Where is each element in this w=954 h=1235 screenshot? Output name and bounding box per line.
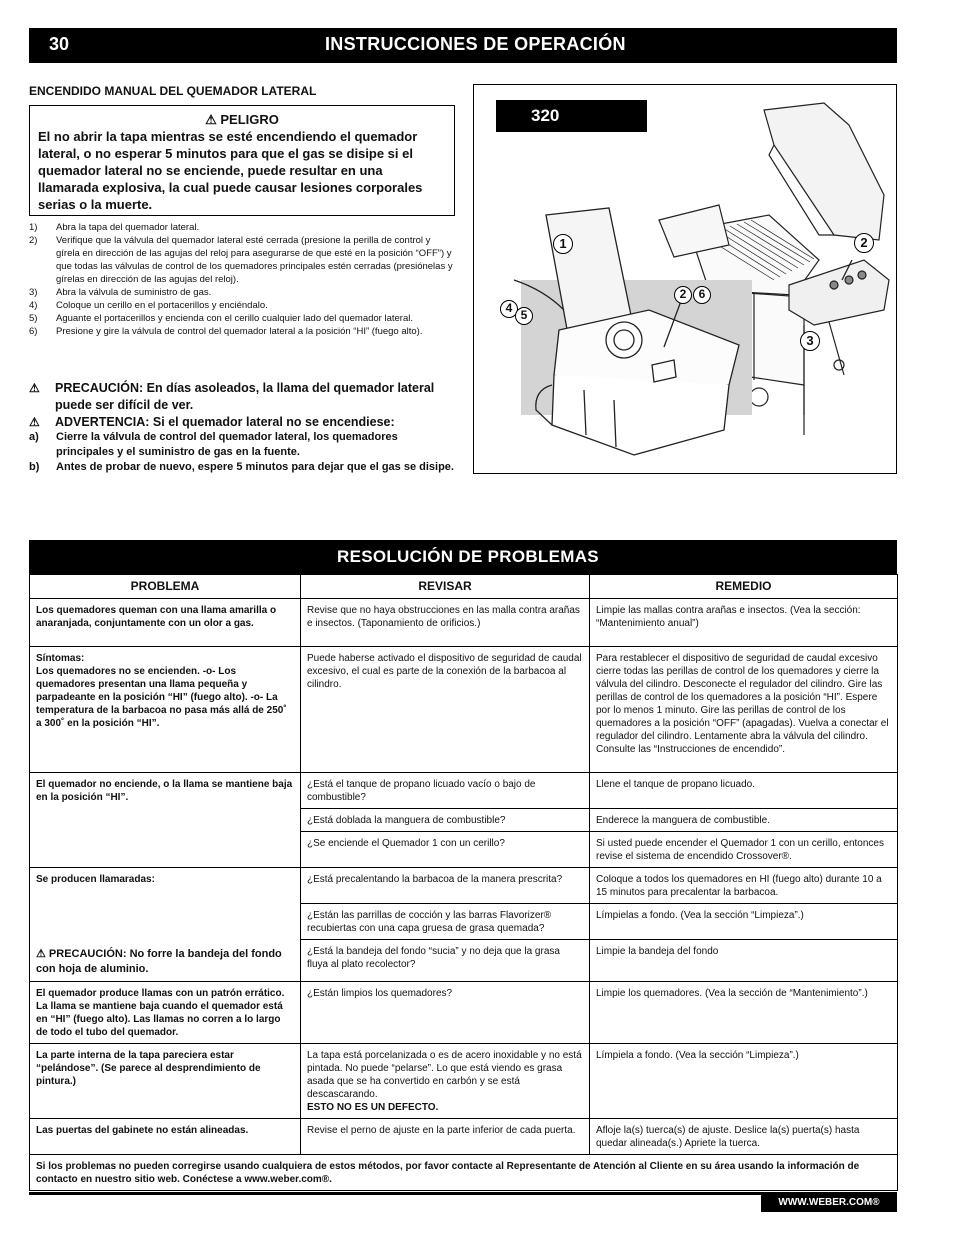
problem-cell: La parte interna de la tapa pareciera estar “pelándose”. (Se parece al desprendimiento de pintura.) — [30, 1044, 301, 1119]
step-item: 4) Coloque un cerillo en el portacerillos y enciéndalo. — [29, 300, 268, 311]
lighting-steps — [29, 221, 455, 338]
remedy-cell: Llene el tanque de propano licuado. — [590, 773, 898, 809]
table-row — [30, 868, 898, 904]
callout-5: 5 — [515, 307, 533, 325]
callout-2: 2 — [854, 233, 874, 253]
troubleshooting-title: RESOLUCIÓN DE PROBLEMAS — [337, 547, 599, 566]
table-header-row — [30, 575, 898, 599]
model-badge: 320 — [496, 100, 647, 132]
grill-illustration — [473, 84, 897, 474]
problem-cell: Se producen llamaradas: ⚠ PRECAUCIÓN: No forre la bandeja del fondo con hoja de aluminio. — [30, 868, 301, 982]
warning-note: ⚠ ADVERTENCIA: Si el quemador lateral no se encendiese: — [29, 415, 395, 429]
danger-text: El no abrir la tapa mientras se esté encendiendo el quemador lateral, o no esperar 5 minutos para que el gas se disipe si el quemador lateral no se enciende, puede resultar en una llamarada explosiva, la cual puede causar lesiones corporales serias o la muerte. — [38, 129, 423, 212]
remedy-cell: Enderece la manguera de combustible. — [590, 809, 898, 832]
remedy-cell: Para restablecer el dispositivo de seguridad de caudal excesivo cierre todas las perillas de control de los quemadores y cierre la válvula del cilindro. Desconecte el regulador del cilindro. Gire las perillas de control de los quemadores a la posición “HI”. Espere por lo menos 1 minuto. Gire las perillas de control de los quemadores a la posición “OFF” (apagadas). Vuelva a conectar el regulador del cilindro. Lentamente abra la válvula del cilindro. Consulte las “Instrucciones de encendido”. — [590, 647, 898, 773]
caution-note: ⚠ PRECAUCIÓN: En días asoleados, la llama del quemador lateral puede ser difícil de ver. — [29, 381, 435, 412]
remedy-cell: Coloque a todos los quemadores en HI (fuego alto) durante 10 a 15 minutos para precalentar la barbacoa. — [590, 868, 898, 904]
table-row — [30, 1044, 898, 1119]
check-cell: ¿Están limpios los quemadores? — [301, 982, 590, 1044]
side-burner-title: ENCENDIDO MANUAL DEL QUEMADOR LATERAL — [29, 84, 317, 98]
col-header-problem: PROBLEMA — [30, 575, 301, 599]
warning-step: a) Cierre la válvula de control del quemador lateral, los quemadores principales y el suministro de gas en la fuente. — [29, 431, 398, 458]
table-row — [30, 773, 898, 809]
problem-cell — [30, 647, 301, 773]
check-cell: ¿Está precalentando la barbacoa de la manera prescrita? — [301, 868, 590, 904]
remedy-cell: Límpiela a fondo. (Vea la sección “Limpieza”.) — [590, 1044, 898, 1119]
step-item: 5) Aguante el portacerillos y encienda con el cerillo cualquier lado del quemador lateral. — [29, 313, 413, 324]
col-header-check: REVISAR — [301, 575, 590, 599]
remedy-cell: Si usted puede encender el Quemador 1 con un cerillo, entonces revise el sistema de encendido Crossover®. — [590, 832, 898, 868]
check-cell: ¿Se enciende el Quemador 1 con un cerillo? — [301, 832, 590, 868]
symptoms-label: Síntomas: — [36, 653, 85, 664]
step-item: 3) Abra la válvula de suministro de gas. — [29, 287, 212, 298]
troubleshooting-table — [29, 574, 898, 1191]
danger-box — [29, 105, 455, 216]
contact-note: Si los problemas no pueden corregirse usando cualquiera de estos métodos, por favor contacte al Representante de Atención al Cliente en su área usando la información de contacto en nuestro sitio web. Conéctese a www.weber.com®. — [30, 1155, 898, 1191]
table-row — [30, 599, 898, 647]
callout-3: 3 — [800, 331, 820, 351]
page-title: INSTRUCCIONES DE OPERACIÓN — [325, 34, 626, 54]
step-item: 1) Abra la tapa del quemador lateral. — [29, 222, 200, 233]
callout-6: 6 — [693, 286, 711, 304]
remedy-cell: Límpielas a fondo. (Vea la sección “Limpieza”.) — [590, 904, 898, 940]
callout-1: 1 — [553, 234, 573, 254]
table-footer-row — [30, 1155, 898, 1191]
check-cell: La tapa está porcelanizada o es de acero inoxidable y no está pintada. No puede “pelarse”. Lo que está viendo es grasa asada que se ha convertido en carbón y se está descascarando. ESTO NO ES UN DEFECTO. — [301, 1044, 590, 1119]
troubleshooting-header — [29, 540, 897, 574]
page-header — [29, 28, 897, 63]
check-cell: Revise que no haya obstrucciones en las malla contra arañas e insectos. (Taponamiento de orificios.) — [301, 599, 590, 647]
problem-cell: Las puertas del gabinete no están alineadas. — [30, 1119, 301, 1155]
check-cell: ¿Está doblada la manguera de combustible? — [301, 809, 590, 832]
callout-4: 4 — [500, 300, 518, 318]
callout-2b: 2 — [674, 286, 692, 304]
not-a-defect-note: ESTO NO ES UN DEFECTO. — [307, 1102, 439, 1113]
problem-cell: El quemador produce llamas con un patrón errático. La llama se mantiene baja cuando el quemador está en “HI” (fuego alto). Las llamas no corren a lo largo de todo el tubo del quemador. — [30, 982, 301, 1044]
check-cell: ¿Está la bandeja del fondo “sucia” y no deja que la grasa fluya al plato recolector? — [301, 940, 590, 982]
table-row — [30, 647, 898, 773]
check-cell: ¿Está el tanque de propano licuado vacío o bajo de combustible? — [301, 773, 590, 809]
check-cell: ¿Están las parrillas de cocción y las barras Flavorizer® recubiertas con una capa gruesa de grasa quemada? — [301, 904, 590, 940]
table-row — [30, 982, 898, 1044]
page-number: 30 — [49, 34, 70, 54]
website-badge: WWW.WEBER.COM® — [761, 1192, 897, 1212]
col-header-remedy: REMEDIO — [590, 575, 898, 599]
table-row — [30, 1119, 898, 1155]
remedy-cell: Limpie las mallas contra arañas e insectos. (Vea la sección: “Mantenimiento anual”) — [590, 599, 898, 647]
check-cell: Revise el perno de ajuste en la parte inferior de cada puerta. — [301, 1119, 590, 1155]
symptoms-text: Los quemadores no se encienden. -o- Los quemadores presentan una llama pequeña y parpadeante en la posición “HI” (fuego alto). -o- La temperatura de la barbacoa no pasa más allá de 250˚ a 300˚ en la posición “HI”. — [36, 666, 287, 729]
grill-drawing — [474, 85, 897, 474]
warning-triangle-icon: ⚠ — [29, 381, 40, 395]
remedy-cell: Afloje la(s) tuerca(s) de ajuste. Deslice la(s) puerta(s) hasta quedar alineada(s.) Apriete la tuerca. — [590, 1119, 898, 1155]
warning-triangle-icon: ⚠ — [29, 415, 40, 429]
problem-cell: El quemador no enciende, o la llama se mantiene baja en la posición “HI”. — [30, 773, 301, 868]
warning-step: b) Antes de probar de nuevo, espere 5 minutos para dejar que el gas se disipe. — [29, 461, 454, 473]
check-cell: Puede haberse activado el dispositivo de seguridad de caudal excesivo, el cual es parte de la conexión de la barbacoa al cilindro. — [301, 647, 590, 773]
danger-heading: ⚠ PELIGRO — [205, 112, 279, 127]
problem-cell: Los quemadores queman con una llama amarilla o anaranjada, conjuntamente con un olor a gas. — [30, 599, 301, 647]
remedy-cell: Limpie la bandeja del fondo — [590, 940, 898, 982]
flare-caution: ⚠ PRECAUCIÓN: No forre la bandeja del fondo con hoja de aluminio. — [36, 948, 282, 975]
remedy-cell: Limpie los quemadores. (Vea la sección de “Mantenimiento”.) — [590, 982, 898, 1044]
step-item: 2) Verifique que la válvula del quemador lateral esté cerrada (presione la perilla de control y gírela en dirección de las agujas del reloj para asegurarse de que esté en la posición “OFF”) y que todas las válvulas de control de los quemadores principales estén cerradas (presiónelas y gírelas en dirección de las agujas del reloj). — [29, 235, 453, 285]
step-item: 6) Presione y gire la válvula de control del quemador lateral a la posición “HI” (fuego alto). — [29, 326, 423, 337]
